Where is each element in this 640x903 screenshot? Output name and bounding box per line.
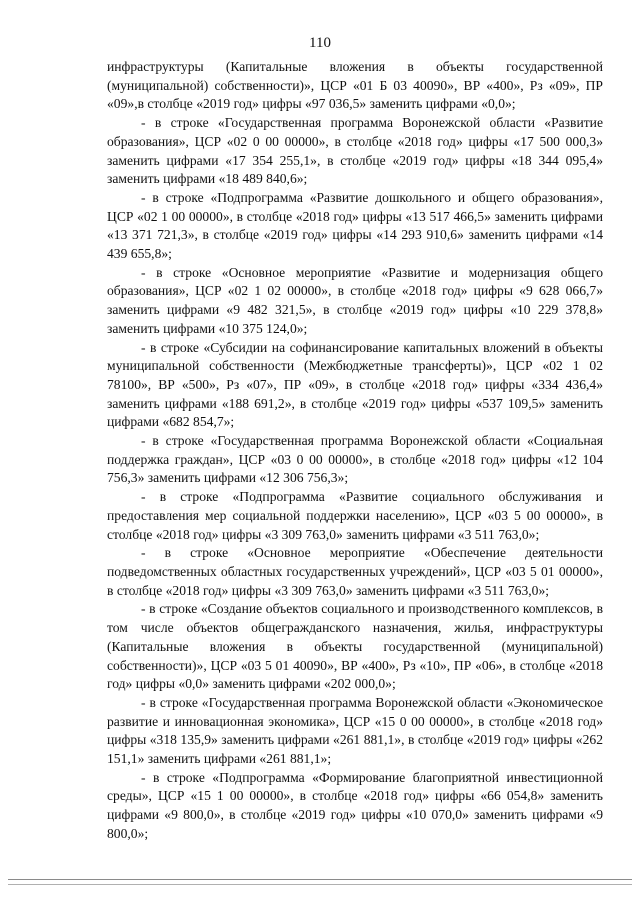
paragraph-item: - в строке «Государственная программа Воронежской области «Социальная поддержка граждан», ЦСР «03 0 00 00000», в столбце «2018 год» цифры «12 104 756,3» заменить цифрами «12 306 756,3»; (107, 433, 603, 486)
footer-divider (8, 884, 632, 885)
paragraph-item: - в строке «Подпрограмма «Формирование благоприятной инвестиционной среды», ЦСР «15 1 00 00000», в столбце «2018 год» цифры «66 054,8» заменить цифрами «9 800,0», в столбце «2019 год» цифры «10 070,0» заменить цифрами «9 800,0»; (107, 769, 603, 841)
paragraph-item: - в строке «Государственная программа Воронежской области «Развитие образования», ЦСР «02 0 00 00000», в столбце «2018 год» цифры «17 500 000,3» заменить цифрами «17 354 255,1», в столбце «2019 год» цифры «18 344 095,4» заменить цифрами «18 489 840,6»; (107, 115, 603, 187)
footer-divider (8, 879, 632, 880)
paragraph-item: - в строке «Создание объектов социального и производственного комплексов, в том числе объектов общегражданского назначения, жилья, инфраструктуры (Капитальные вложения в объекты государственной (муниципальной) собственности)», ЦСР «03 5 01 40090», ВР «400», Рз «10», ПР «06», в столбце «2018 год» цифры «0,0» заменить цифрами «202 000,0»; (107, 601, 603, 692)
paragraph-continuation: инфраструктуры (Капитальные вложения в объекты государственной (муниципальной) собственности)», ЦСР «01 Б 03 40090», ВР «400», Рз «09», ПР «09»,в столбце «2019 год» цифры «97 036,5» заменить цифрами «0,0»; (107, 59, 603, 112)
paragraph-item: - в строке «Основное мероприятие «Развитие и модернизация общего образования», ЦСР «02 1 02 00000», в столбце «2018 год» цифры «9 628 066,7» заменить цифрами «9 482 321,5», в столбце «2019 год» цифры «10 229 378,8» заменить цифрами «10 375 124,0»; (107, 264, 603, 336)
paragraph-item: - в строке «Субсидии на софинансирование капитальных вложений в объекты муниципальной собственности (Межбюджетные трансферты)», ЦСР «02 1 02 78100», ВР «500», Рз «07», ПР «09», в столбце «2018 год» цифры «334 436,4» заменить цифрами «188 691,2», в столбце «2019 год» цифры «537 109,5» заменить цифрами «682 854,7»; (107, 339, 603, 430)
page-number: 110 (309, 35, 331, 51)
document-body (107, 58, 603, 844)
paragraph-item: - в строке «Государственная программа Воронежской области «Экономическое развитие и инновационная экономика», ЦСР «15 0 00 00000», в столбце «2018 год» цифры «318 135,9» заменить цифрами «261 881,1», в столбце «2019 год» цифры «262 151,1» заменить цифрами «261 881,1»; (107, 694, 603, 767)
paragraph-item: - в строке «Основное мероприятие «Обеспечение деятельности подведомственных областных государственных учреждений», ЦСР «03 5 01 00000», в столбце «2018 год» цифры «3 309 763,0» заменить цифрами «3 511 763,0»; (107, 545, 603, 598)
paragraph-item: - в строке «Подпрограмма «Развитие дошкольного и общего образования», ЦСР «02 1 00 00000», в столбце «2018 год» цифры «13 517 466,5» заменить цифрами «13 371 721,3», в столбце «2019 год» цифры «14 293 910,6» заменить цифрами «14 439 655,8»; (107, 189, 603, 262)
paragraph-item: - в строке «Подпрограмма «Развитие социального обслуживания и предоставления мер социальной поддержки населению», ЦСР «03 5 00 00000», в столбце «2018 год» цифры «3 309 763,0» заменить цифрами «3 511 763,0»; (107, 489, 603, 542)
